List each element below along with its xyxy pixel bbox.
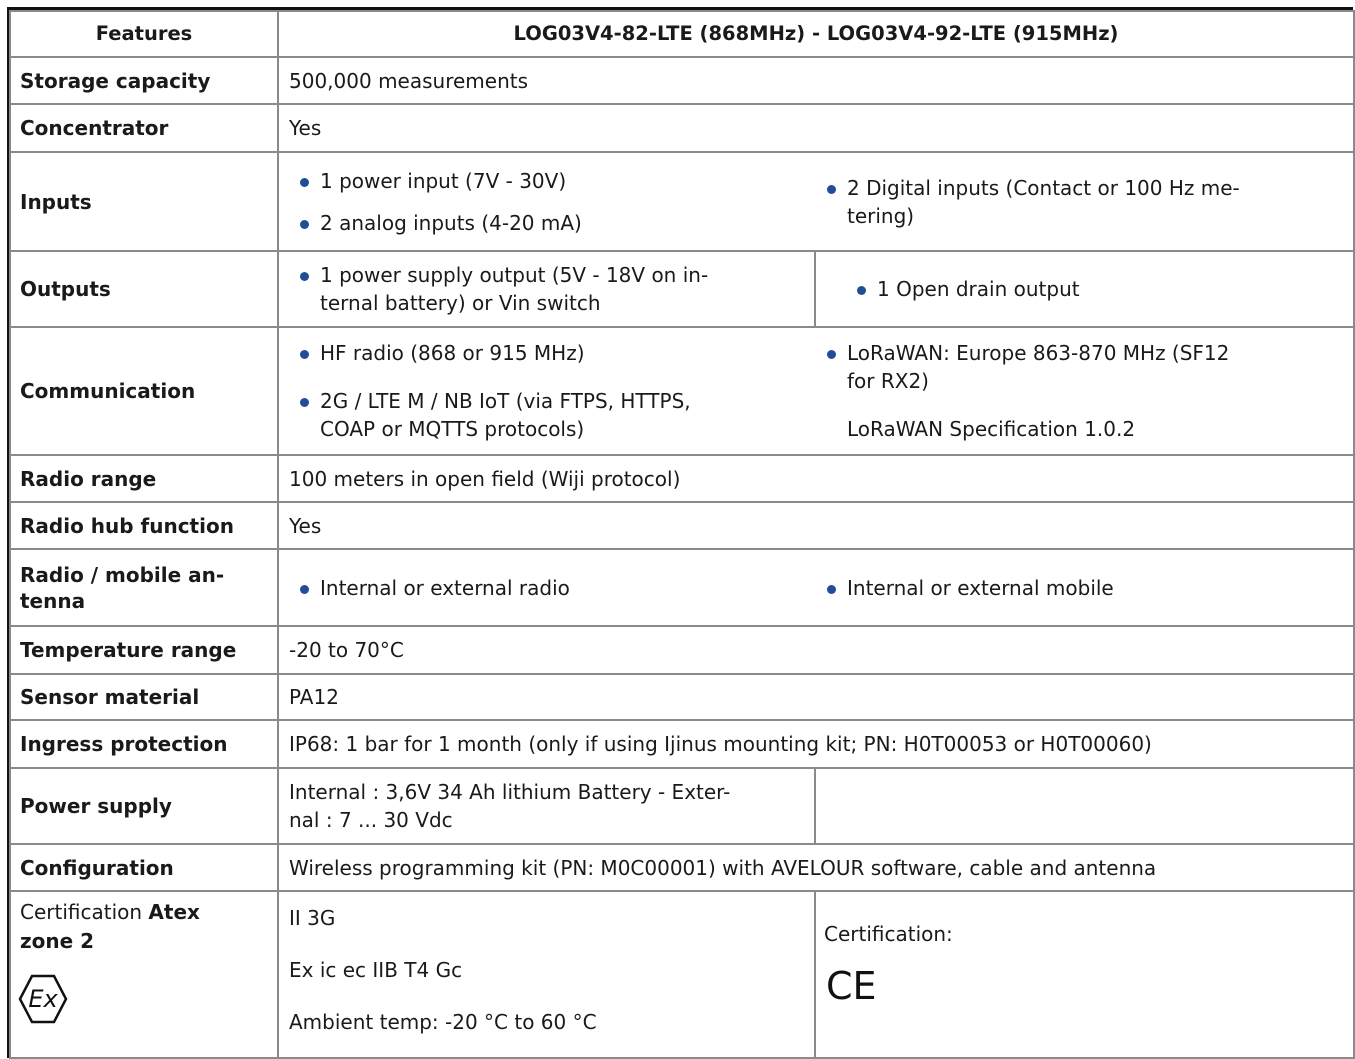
list-item: 1 power supply output (5V - 18V on in- ternal battery) or Vin switch bbox=[289, 261, 804, 317]
header-models: LOG03V4-82-LTE (868MHz) - LOG03V4-92-LTE (915MHz) bbox=[278, 11, 1354, 57]
table-row bbox=[10, 104, 1354, 152]
table-row bbox=[10, 674, 1354, 720]
table-row bbox=[10, 626, 1354, 674]
row-label-communication: Communication bbox=[10, 327, 278, 455]
list-item: 1 Open drain output bbox=[846, 275, 1343, 303]
row-value-antenna bbox=[278, 549, 1354, 626]
row-value-power-empty bbox=[815, 768, 1354, 844]
ce-mark-icon bbox=[826, 964, 877, 1008]
row-label-configuration: Configuration bbox=[10, 844, 278, 891]
row-label-concentrator: Concentrator bbox=[10, 104, 278, 152]
row-value-radio-range: 100 meters in open field (Wiji protocol) bbox=[278, 455, 1354, 502]
row-label-antenna: Radio / mobile an- tenna bbox=[10, 549, 278, 626]
cert-value: II 3G bbox=[289, 906, 336, 930]
table-row bbox=[10, 251, 1354, 327]
table-row bbox=[10, 502, 1354, 549]
ex-logo-text: Ex bbox=[28, 985, 58, 1013]
cert-value: Ambient temp: -20 °C to 60 °C bbox=[289, 1010, 597, 1034]
row-value-configuration: Wireless programming kit (PN: M0C00001) with AVELOUR software, cable and antenna bbox=[278, 844, 1354, 891]
list-item: HF radio (868 or 915 MHz) bbox=[289, 339, 816, 367]
table-row bbox=[10, 455, 1354, 502]
row-label-inputs: Inputs bbox=[10, 152, 278, 251]
cert-value: Ex ic ec IIB T4 Gc bbox=[289, 958, 463, 982]
row-label-radio-range: Radio range bbox=[10, 455, 278, 502]
row-value-sensor: PA12 bbox=[278, 674, 1354, 720]
header-features: Features bbox=[10, 11, 278, 57]
table-row bbox=[10, 57, 1354, 104]
list-item: LoRaWAN: Europe 863-870 MHz (SF12 for RX2) bbox=[816, 339, 1343, 395]
row-label-power: Power supply bbox=[10, 768, 278, 844]
lorawan-spec: LoRaWAN Specification 1.0.2 bbox=[847, 417, 1136, 441]
list-item: 2G / LTE M / NB IoT (via FTPS, HTTPS, COAP or MQTTS protocols) bbox=[289, 387, 816, 443]
list-item: 2 Digital inputs (Contact or 100 Hz me- tering) bbox=[816, 174, 1240, 230]
list-item: 1 power input (7V - 30V) bbox=[289, 167, 816, 195]
row-value-certification bbox=[278, 891, 815, 1058]
row-label-radio-hub: Radio hub function bbox=[10, 502, 278, 549]
row-value-certification-right bbox=[815, 891, 1354, 1058]
row-value-storage: 500,000 measurements bbox=[278, 57, 1354, 104]
ce-mark-text: CE bbox=[826, 964, 877, 1008]
table-row bbox=[10, 327, 1354, 455]
features-table bbox=[9, 10, 1355, 1059]
row-label-storage: Storage capacity bbox=[10, 57, 278, 104]
row-label-ingress: Ingress protection bbox=[10, 720, 278, 768]
table-row bbox=[10, 720, 1354, 768]
row-value-temperature: -20 to 70°C bbox=[278, 626, 1354, 674]
row-value-outputs-right bbox=[815, 251, 1354, 327]
row-value-concentrator: Yes bbox=[278, 104, 1354, 152]
ex-atex-icon bbox=[18, 974, 68, 1024]
table-row bbox=[10, 549, 1354, 626]
list-item: Internal or external radio bbox=[289, 574, 816, 602]
table-row bbox=[10, 152, 1354, 251]
row-value-power: Internal : 3,6V 34 Ah lithium Battery - Exter- nal : 7 ... 30 Vdc bbox=[278, 768, 815, 844]
row-value-ingress: IP68: 1 bar for 1 month (only if using Ijinus mounting kit; PN: H0T00053 or H0T00060) bbox=[278, 720, 1354, 768]
table-header-row bbox=[10, 11, 1354, 57]
table-row bbox=[10, 891, 1354, 1058]
row-label-outputs: Outputs bbox=[10, 251, 278, 327]
row-value-outputs-left bbox=[278, 251, 815, 327]
row-value-communication bbox=[278, 327, 1354, 455]
row-value-radio-hub: Yes bbox=[278, 502, 1354, 549]
cert-right-label: Certification: bbox=[824, 922, 953, 946]
list-item: 2 analog inputs (4-20 mA) bbox=[289, 209, 816, 237]
row-value-inputs bbox=[278, 152, 1354, 251]
row-label-sensor: Sensor material bbox=[10, 674, 278, 720]
table-row bbox=[10, 768, 1354, 844]
row-label-temperature: Temperature range bbox=[10, 626, 278, 674]
list-item: Internal or external mobile bbox=[816, 574, 1343, 602]
row-label-certification: Certification Atex zone 2 Ex bbox=[10, 891, 278, 1058]
table-row bbox=[10, 844, 1354, 891]
